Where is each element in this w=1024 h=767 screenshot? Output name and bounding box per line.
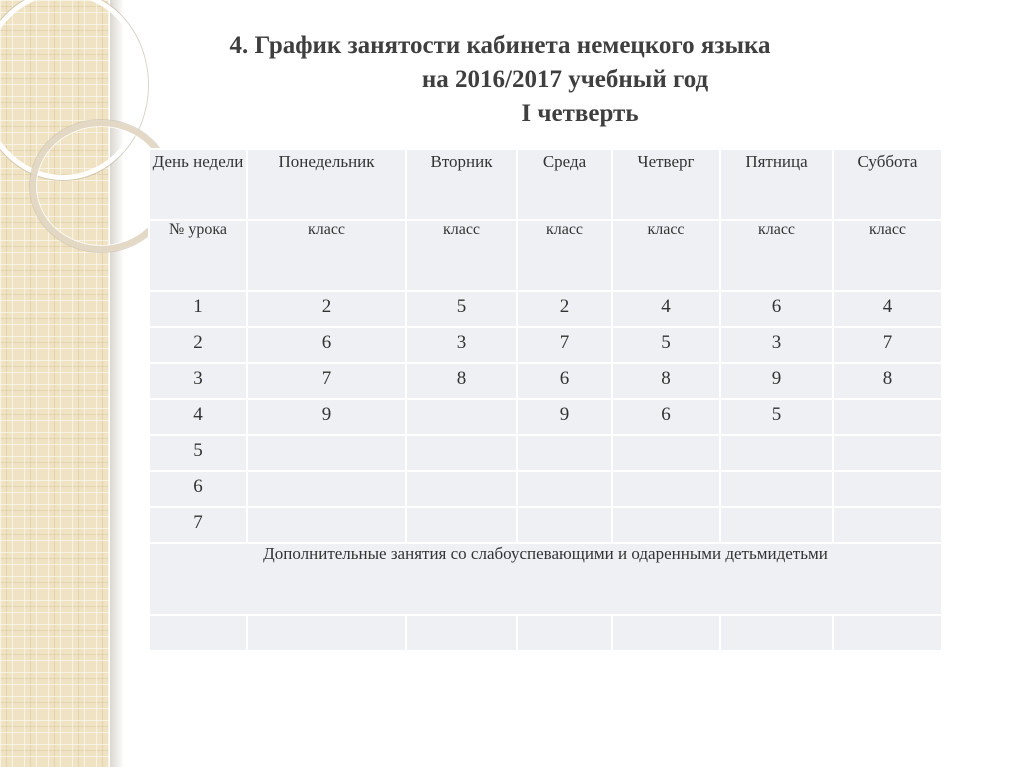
table-cell: 6 — [247, 327, 406, 363]
table-cell — [612, 435, 720, 471]
table-cell: 7 — [833, 327, 942, 363]
table-cell: 6 — [720, 291, 833, 327]
table-cell: 9 — [517, 399, 612, 435]
table-cell — [833, 471, 942, 507]
header-cell: Среда — [517, 149, 612, 220]
table-cell — [833, 615, 942, 651]
table-cell: 3 — [720, 327, 833, 363]
table-cell — [612, 471, 720, 507]
table-cell — [720, 507, 833, 543]
table-cell — [833, 507, 942, 543]
table-row — [149, 435, 942, 471]
table-cell: 9 — [720, 363, 833, 399]
table-cell — [720, 471, 833, 507]
table-cell — [247, 615, 406, 651]
table-cell — [247, 507, 406, 543]
table-cell — [612, 507, 720, 543]
table-cell: 6 — [612, 399, 720, 435]
table-row — [149, 615, 942, 651]
table-cell: 7 — [517, 327, 612, 363]
extra-lessons-row — [149, 543, 942, 615]
table-cell — [720, 435, 833, 471]
subheader-cell: класс — [517, 220, 612, 291]
header-cell: Вторник — [406, 149, 517, 220]
table-cell — [406, 435, 517, 471]
table-cell: 2 — [517, 291, 612, 327]
table-row — [149, 399, 942, 435]
table-cell — [517, 615, 612, 651]
table-cell — [247, 435, 406, 471]
table-header-row — [149, 149, 942, 220]
page-title: 4. График занятости кабинета немецкого языка — [229, 32, 771, 59]
subheader-cell: класс — [247, 220, 406, 291]
lesson-number-cell: 7 — [149, 507, 247, 543]
header-cell: День недели — [149, 149, 247, 220]
table-cell — [517, 507, 612, 543]
table-cell — [406, 471, 517, 507]
lesson-number-cell: 2 — [149, 327, 247, 363]
table-cell: 3 — [406, 327, 517, 363]
table-cell — [517, 435, 612, 471]
table-cell: 4 — [833, 291, 942, 327]
table-cell — [612, 615, 720, 651]
table-cell: 8 — [406, 363, 517, 399]
table-row — [149, 291, 942, 327]
page-subtitle-year: на 2016/2017 учебный год — [421, 66, 709, 93]
lesson-number-cell: 3 — [149, 363, 247, 399]
lesson-number-cell: 4 — [149, 399, 247, 435]
table-cell: 5 — [406, 291, 517, 327]
table-cell — [406, 615, 517, 651]
table-row — [149, 471, 942, 507]
table-cell: 4 — [612, 291, 720, 327]
table-cell: 7 — [247, 363, 406, 399]
table-cell: 5 — [612, 327, 720, 363]
table-cell: 8 — [833, 363, 942, 399]
table-cell: 6 — [517, 363, 612, 399]
page-subtitle-quarter: I четверть — [521, 100, 639, 127]
table-cell — [406, 399, 517, 435]
table-cell — [833, 399, 942, 435]
schedule-table — [148, 148, 943, 652]
table-subheader-row — [149, 220, 942, 291]
table-row — [149, 327, 942, 363]
header-cell: Понедельник — [247, 149, 406, 220]
table-cell: 5 — [720, 399, 833, 435]
lesson-number-cell: 5 — [149, 435, 247, 471]
table-row — [149, 363, 942, 399]
subheader-cell: класс — [720, 220, 833, 291]
header-cell: Пятница — [720, 149, 833, 220]
header-cell: Четверг — [612, 149, 720, 220]
extra-lessons-label: Дополнительные занятия со слабоуспевающими и одаренными детьмидетьми — [149, 543, 942, 615]
lesson-number-cell: 6 — [149, 471, 247, 507]
subheader-cell: класс — [612, 220, 720, 291]
lesson-number-cell: 1 — [149, 291, 247, 327]
subheader-cell: класс — [406, 220, 517, 291]
header-cell: Суббота — [833, 149, 942, 220]
subheader-cell: № урока — [149, 220, 247, 291]
table-cell — [247, 471, 406, 507]
subheader-cell: класс — [833, 220, 942, 291]
table-cell: 9 — [247, 399, 406, 435]
table-cell — [517, 471, 612, 507]
table-cell: 8 — [612, 363, 720, 399]
table-cell — [406, 507, 517, 543]
table-cell: 2 — [247, 291, 406, 327]
table-row — [149, 507, 942, 543]
table-cell — [149, 615, 247, 651]
table-cell — [720, 615, 833, 651]
table-cell — [833, 435, 942, 471]
